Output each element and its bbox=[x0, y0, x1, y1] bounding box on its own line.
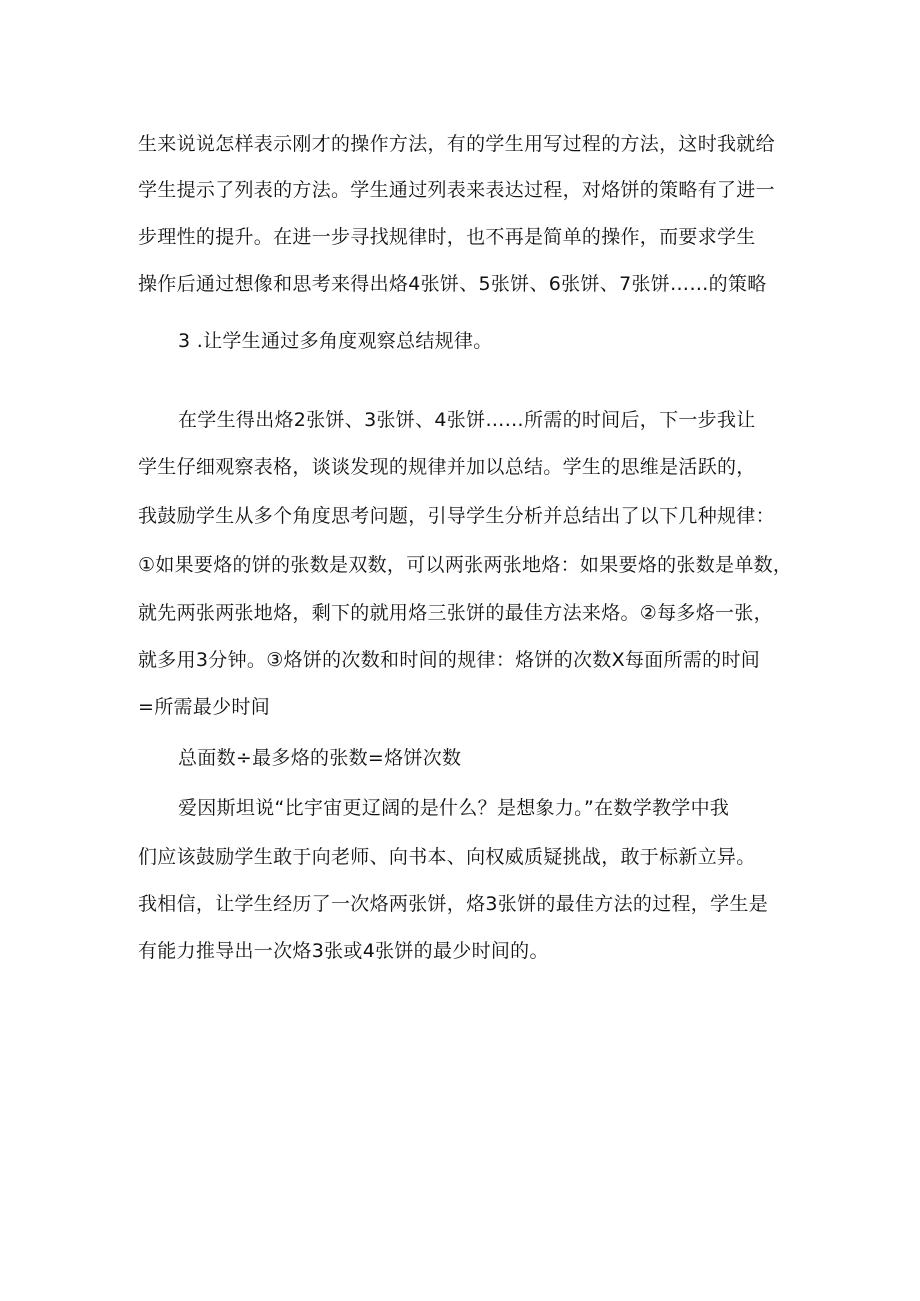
text-line: 爱因斯坦说“比宇宙更辽阔的是什么？是想象力。”在数学教学中我 bbox=[178, 797, 730, 819]
section-heading: 3 .让学生通过多角度观察总结规律。 bbox=[178, 330, 493, 352]
text-line: 学生仔细观察表格，谈谈发现的规律并加以总结。学生的思维是活跃的， bbox=[138, 456, 756, 478]
text-line: =所需最少时间 bbox=[138, 696, 271, 718]
text-line: 有能力推导出一次烙3张或4张饼的最少时间的。 bbox=[138, 940, 549, 962]
text-line: 就先两张两张地烙，剩下的就用烙三张饼的最佳方法来烙。②每多烙一张， bbox=[138, 602, 773, 624]
text-line: 学生提示了列表的方法。学生通过列表来表达过程，对烙饼的策略有了进一 bbox=[138, 179, 775, 201]
text-line: ①如果要烙的饼的张数是双数，可以两张两张地烙：如果要烙的张数是单数， bbox=[138, 554, 793, 576]
text-line: 我相信，让学生经历了一次烙两张饼，烙3张饼的最佳方法的过程，学生是 bbox=[138, 893, 768, 915]
text-line: 步理性的提升。在进一步寻找规律时，也不再是简单的操作，而要求学生 bbox=[138, 226, 756, 248]
text-line: 我鼓励学生从多个角度思考问题，引导学生分析并总结出了以下几种规律： bbox=[138, 505, 775, 527]
formula-line: 总面数÷最多烙的张数=烙饼次数 bbox=[178, 747, 462, 769]
text-line: 操作后通过想像和思考来得出烙4张饼、5张饼、6张饼、7张饼……的策略 bbox=[138, 273, 767, 295]
text-line: 们应该鼓励学生敢于向老师、向书本、向权威质疑挑战，敢于标新立异。 bbox=[138, 846, 756, 868]
text-line: 就多用3分钟。③烙饼的次数和时间的规律：烙饼的次数X每面所需的时间 bbox=[138, 649, 761, 671]
text-line: 在学生得出烙2张饼、3张饼、4张饼……所需的时间后，下一步我让 bbox=[178, 409, 756, 431]
text-line: 生来说说怎样表示刚才的操作方法，有的学生用写过程的方法，这时我就给 bbox=[138, 133, 775, 155]
